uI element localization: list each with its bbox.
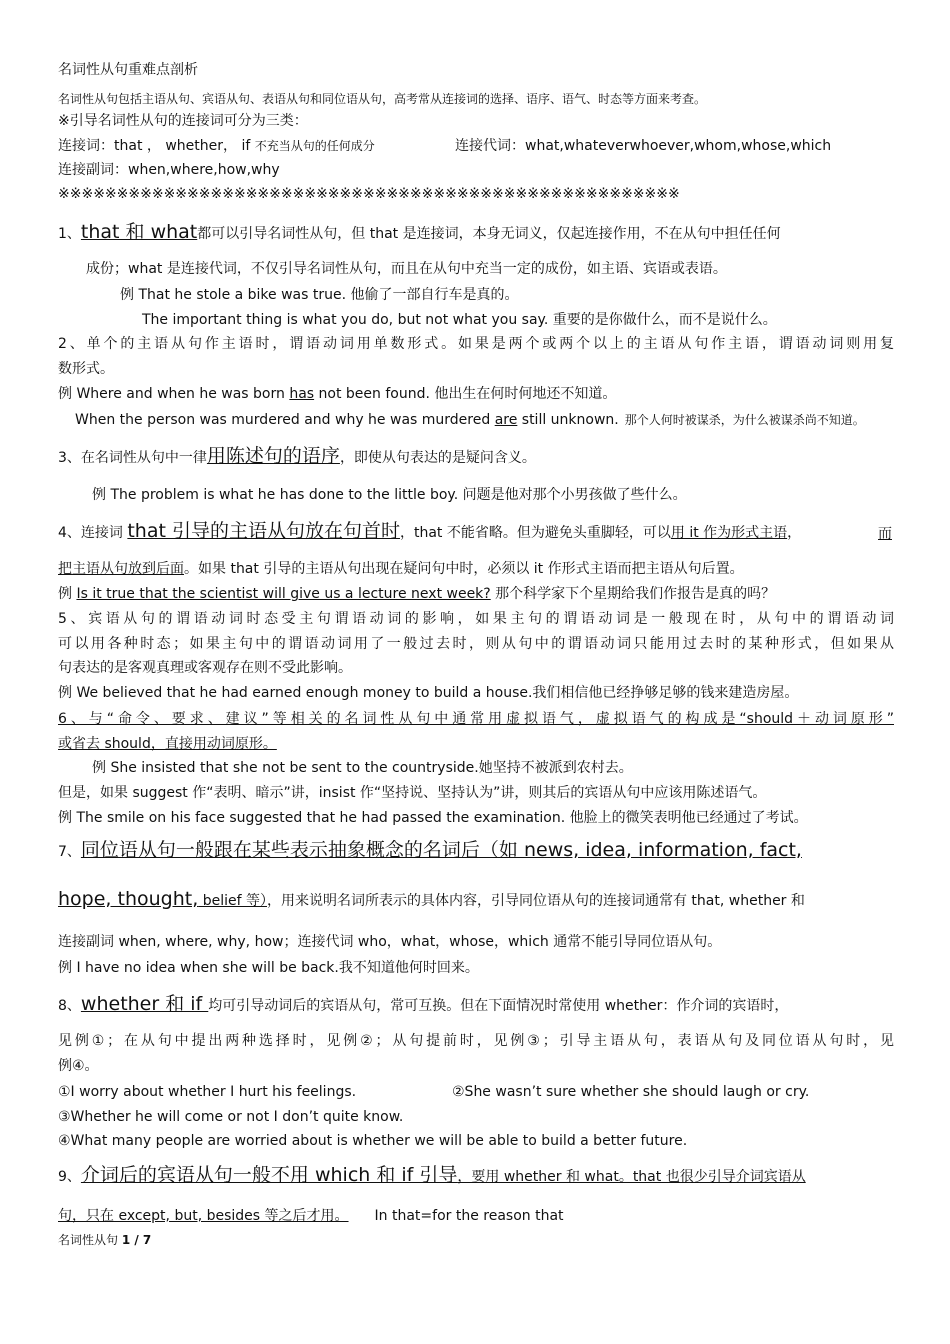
point-4-number: 4、连接词 (58, 525, 128, 541)
point-7-key-3: belief 等） (198, 893, 267, 909)
example-text: 例 Where and when he was born (58, 386, 290, 402)
point-8-example-4: ④What many people are worried about is whether we will be able to build a better future. (58, 1133, 688, 1149)
point-8-example-3: ③Whether he will come or not I don’t quite know. (58, 1109, 404, 1125)
point-8-text: 均可引导动词后的宾语从句，常可互换。但在下面情况时常使用 whether：作介词的宾语时， (208, 998, 789, 1014)
point-8 (58, 994, 788, 1016)
point-4-text: ，that 不能省略。但为避免头重脚轻，可以 (399, 525, 671, 541)
page-number: 1 / 7 (121, 1233, 152, 1247)
point-5-text-3: 句表达的是客观真理或客观存在则不受此影响。 (58, 660, 352, 676)
point-7-text-2: 连接副词 when, where, why, how；连接代词 who，what，whose，which 通常不能引导同位语从句。 (58, 934, 722, 950)
point-3-number: 3、在名词性从句中一律 (58, 450, 207, 466)
point-5-example: 例 We believed that he had earned enough money to build a house.我们相信他已经挣够足够的钱来建造房屋。 (58, 685, 799, 701)
point-7-key: 同位语从句一般跟在某些表示抽象概念的名词后（如 news, idea, information, fact, (80, 839, 802, 861)
section-divider: ※※※※※※※※※※※※※※※※※※※※※※※※※※※※※※※※※※※※※※※※※※※※※※※※※※※※※ (58, 186, 680, 202)
point-7-text: ，用来说明名词所表示的具体内容，引导同位语从句的连接词通常有 that, whether 和 (266, 893, 805, 909)
point-2-example-1 (58, 384, 616, 404)
example-highlight: are (494, 412, 518, 428)
point-9-key: 介词后的宾语从句一般不用 which 和 if 引导 (80, 1164, 458, 1186)
example-translation: 那个人何时被谋杀，为什么被谋杀尚不知道。 (624, 413, 865, 427)
example-text: When the person was murdered and why he was murdered (75, 412, 495, 428)
conjunctions-note: 不充当从句的任何成分 (254, 139, 375, 153)
point-1-text-2: 成份；what 是连接代词，不仅引导名词性从句，而且在从句中充当一定的成份，如主语、宾语或表语。 (86, 261, 727, 277)
point-6-example-2: 例 The smile on his face suggested that he had passed the examination. 他脸上的微笑表明他已经通过了考试。 (58, 810, 808, 826)
example-text: not been found. 他出生在何时何地还不知道。 (314, 386, 617, 402)
point-5-text: 5、宾语从句的谓语动词时态受主句谓语动词的影响，如果主句的谓语动词是一般现在时，从句中的谓语动词 (58, 611, 894, 627)
page-footer (58, 1230, 151, 1250)
point-4-highlight: 用 it 作为形式主语 (670, 525, 788, 541)
point-3-example: 例 The problem is what he has done to the little boy. 问题是他对那个小男孩做了些什么。 (92, 487, 687, 503)
point-1-key: that 和 what (80, 221, 198, 243)
point-7-line-2 (58, 889, 805, 911)
conjunctions-list: 连接词：that ， whether， if (58, 138, 251, 154)
point-8-text-3: 例④。 (58, 1058, 99, 1074)
example-translation: 那个科学家下个星期给我们作报告是真的吗？ (490, 586, 776, 602)
point-9 (58, 1165, 806, 1187)
intro-text: 名词性从句包括主语从句、宾语从句、表语从句和同位语从句，高考常从连接词的选择、语序、语气、时态等方面来考查。 (58, 92, 707, 106)
point-8-example-1: ①I worry about whether I hurt his feelings. (58, 1084, 357, 1100)
conjunction-adverbs: 连接副词：when,where,how,why (58, 162, 280, 178)
point-9-text-2: 句，只在 except, but, besides 等之后才用。 (58, 1208, 349, 1224)
point-3-key: 用陈述句的语序 (206, 445, 340, 467)
point-9-number: 9、 (58, 1169, 81, 1185)
point-1-example-1: 例 That he stole a bike was true. 他偷了一部自行车是真的。 (120, 287, 519, 303)
point-1 (58, 222, 781, 244)
page-title: 名词性从句重难点剖析 (58, 62, 198, 78)
point-7 (58, 840, 802, 862)
point-4-highlight-2: 而 (878, 526, 892, 542)
point-4-highlight-3: 把主语从句放到后面 (58, 561, 184, 577)
point-2-example-2 (75, 410, 865, 430)
point-9-note: In that=for the reason that (374, 1208, 564, 1224)
point-4-example (58, 584, 775, 604)
point-3 (58, 446, 536, 468)
point-2-text-2: 数形式。 (58, 361, 114, 377)
point-2-text: 2、单个的主语从句作主语时，谓语动词用单数形式。如果是两个或两个以上的主语从句作主语，谓语动词则用复 (58, 336, 894, 352)
point-1-example-2: The important thing is what you do, but not what you say. 重要的是你做什么，而不是说什么。 (142, 312, 777, 328)
conjunction-pronouns: 连接代词：what,whateverwhoever,whom,whose,which (455, 138, 832, 154)
example-highlight: Is it true that the scientist will give us a lecture next week? (76, 586, 491, 602)
point-6-key-2: 或省去 should，直接用动词原形。 (58, 736, 277, 752)
footer-label: 名词性从句 (58, 1233, 119, 1247)
point-6-key: 6、与“命令、要求、建议”等相关的名词性从句中通常用虚拟语气，虚拟语气的构成是“should＋动词原形” (58, 711, 894, 727)
point-6-example-1: 例 She insisted that she not be sent to the countryside.她坚持不被派到农村去。 (92, 760, 633, 776)
point-6-text: 但是，如果 suggest 作“表明、暗示”讲，insist 作“坚持说、坚持认为”讲，则其后的宾语从句中应该用陈述语气。 (58, 785, 767, 801)
point-1-number: 1、 (58, 226, 81, 242)
point-8-number: 8、 (58, 998, 81, 1014)
point-4-text-rest: 。如果 that 引导的主语从句出现在疑问句中时，必须以 it 作形式主语而把主语从句后置。 (184, 561, 744, 577)
point-4-comma: ， (787, 525, 802, 541)
point-1-text: 都可以引导名词性从句，但 that 是连接词，本身无词义，仅起连接作用，不在从句中担任任何 (197, 226, 781, 242)
point-7-number: 7、 (58, 844, 81, 860)
point-4-text-2 (58, 559, 744, 579)
point-7-example: 例 I have no idea when she will be back.我不知道他何时回来。 (58, 960, 479, 976)
example-label: 例 (58, 586, 77, 602)
point-8-example-2: ②She wasn’t sure whether she should laugh or cry. (452, 1084, 810, 1100)
point-7-key-2: hope, thought, (58, 888, 199, 910)
point-5-text-2: 可以用各种时态；如果主句中的谓语动词用了一般过去时，则从句中的谓语动词只能用过去时的某种形式，但如果从 (58, 636, 894, 652)
point-3-text: ，即使从句表达的是疑问含义。 (339, 450, 536, 466)
point-4 (58, 521, 801, 543)
conjunction-line-a (58, 136, 375, 156)
point-9-line-2 (58, 1206, 564, 1226)
point-8-text-2: 见例①；在从句中提出两种选择时，见例②；从句提前时，见例③；引导主语从句，表语从句及同位语从句时，见 (58, 1033, 894, 1049)
conjunction-note: ※引导名词性从句的连接词可分为三类： (58, 113, 308, 129)
point-9-text: ，要用 whether 和 what。that 也很少引导介词宾语从 (457, 1169, 806, 1185)
example-highlight: has (289, 386, 315, 402)
point-8-key: whether 和 if (80, 993, 209, 1015)
point-4-key: that 引导的主语从句放在句首时 (127, 520, 400, 542)
example-text: still unknown. (517, 412, 619, 428)
